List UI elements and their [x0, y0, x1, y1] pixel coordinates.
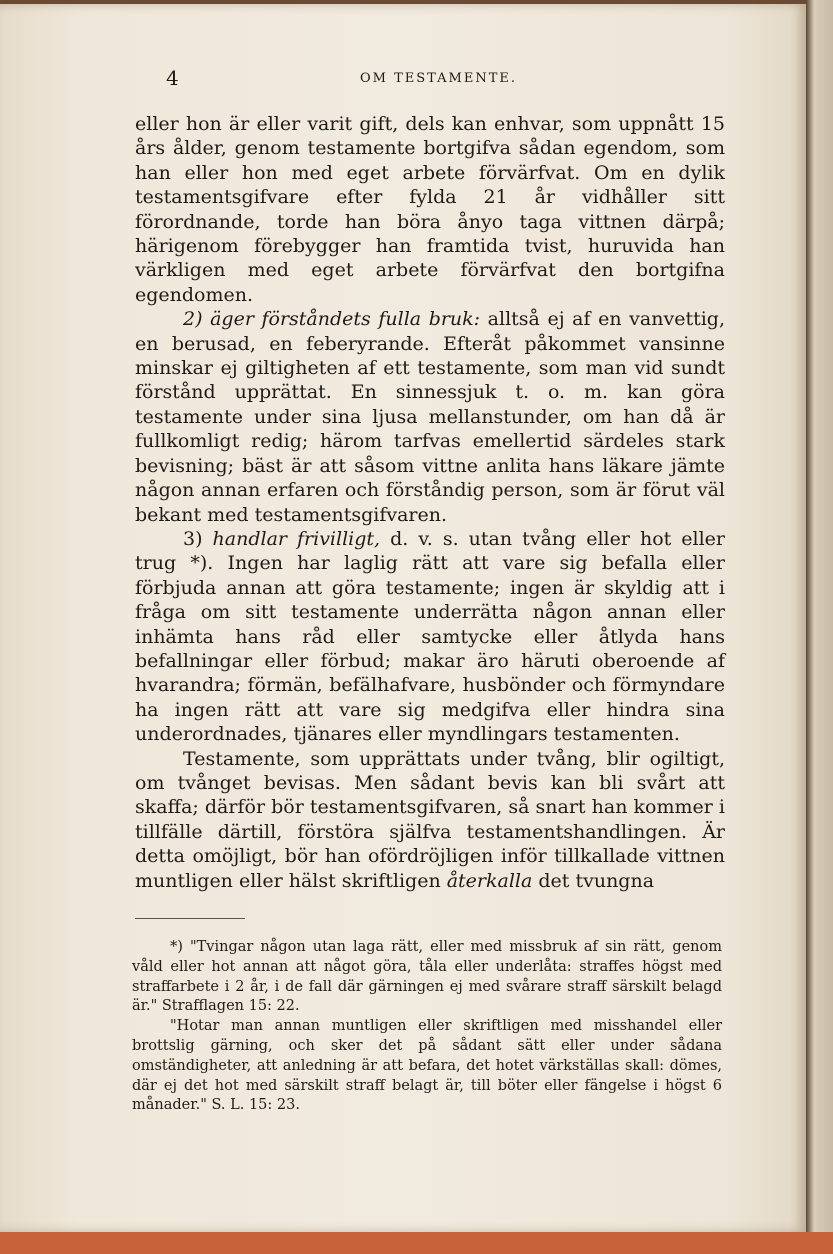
footnote-divider	[135, 918, 245, 919]
condition-3-heading: handlar frivilligt,	[212, 527, 381, 550]
condition-2-text: alltså ej af en vanvettig, en berusad, en feberyrande. Efteråt påkommet vansinne minskar ej giltigheten af ett testamente, som man vid sundt förstånd upprättat. En sinnessjuk t. o. m. kan göra testamente under sina ljusa mellanstunder, om han då är fullkomligt redig; härom tarfvas emellertid särdeles stark bevisning; bäst är att såsom vittne anlita hans läkare jämte någon annan erfaren och förståndig person, som är förut väl bekant med testamentsgifvaren.	[135, 308, 725, 526]
page-number: 4	[166, 66, 179, 90]
page-fore-edge	[806, 0, 833, 1254]
footnote	[132, 938, 722, 1116]
coercion-text-end: det tvungna	[532, 869, 655, 892]
condition-3-number: 3)	[183, 527, 213, 550]
running-head: OM TESTAMENTE.	[360, 71, 517, 86]
footnote-paragraph-2: "Hotar man annan muntligen eller skriftligen med misshandel eller brottslig gärning, och sker det på sådant sätt eller under sådana omständigheter, att anledning är att befara, det hotet värkställas skall: dömes, där ej det hot med särskilt straff belagt är, till böter eller fängelse i högst 6 månader." S. L. 15: 23.	[132, 1018, 722, 1114]
paragraph-condition-3	[135, 527, 725, 747]
paragraph-coercion	[135, 747, 725, 893]
main-text	[135, 112, 725, 893]
condition-2-heading: 2) äger förståndets fulla bruk:	[183, 308, 481, 331]
page-header	[0, 66, 806, 96]
condition-3-text: d. v. s. utan tvång eller hot eller trug *). Ingen har laglig rätt att vare sig befalla eller förbjuda annan att göra testamente; ingen är skyldig att i fråga om sitt testamente underrätta någon annan eller inhämta hans råd eller samtycke eller åtlyda hans befallningar eller förbud; makar äro häruti oberoende af hvarandra; förmän, befälhafvare, husbönder och förmyndare ha ingen rätt att vare sig medgifva eller hindra sina underordnades, tjänares eller myndlingars testamenten.	[135, 527, 726, 746]
book-bottom-edge	[0, 1232, 833, 1254]
paragraph-condition-2	[135, 307, 725, 527]
paragraph-continuation: eller hon är eller varit gift, dels kan enhvar, som uppnått 15 års ålder, genom testamente bortgifva sådan egendom, som han eller hon med eget arbete förvärfvat. Om en dylik testamentsgifvare efter fylda 21 år vidhåller sitt förordnande, torde han böra ånyo taga vittnen därpå; härigenom förebygger han framtida tvist, huruvida han värkligen med eget arbete förvärfvat den bortgifna egendomen.	[135, 113, 725, 306]
footnote-paragraph-1: *) "Tvingar någon utan laga rätt, eller med missbruk af sin rätt, genom våld eller hot annan att något göra, tåla eller underlåta: straffes högst med straffarbete i 2 år, i de fall där gärningen ej med svårare straff särskilt belagd är." Strafflagen 15: 22.	[132, 939, 722, 1015]
coercion-italic-term: återkalla	[446, 869, 533, 892]
coercion-text-start: Testamente, som upprättats under tvång, blir ogiltigt, om tvånget bevisas. Men sådant bevis kan bli svårt att skaffa; därför bör testamentsgifvaren, så snart han kommer i tillfälle därtill, förstöra själfva testamentshandlingen. Är detta omöjligt, bör han ofördröjligen inför tillkallade vittnen muntligen eller hälst skriftligen	[135, 747, 725, 892]
